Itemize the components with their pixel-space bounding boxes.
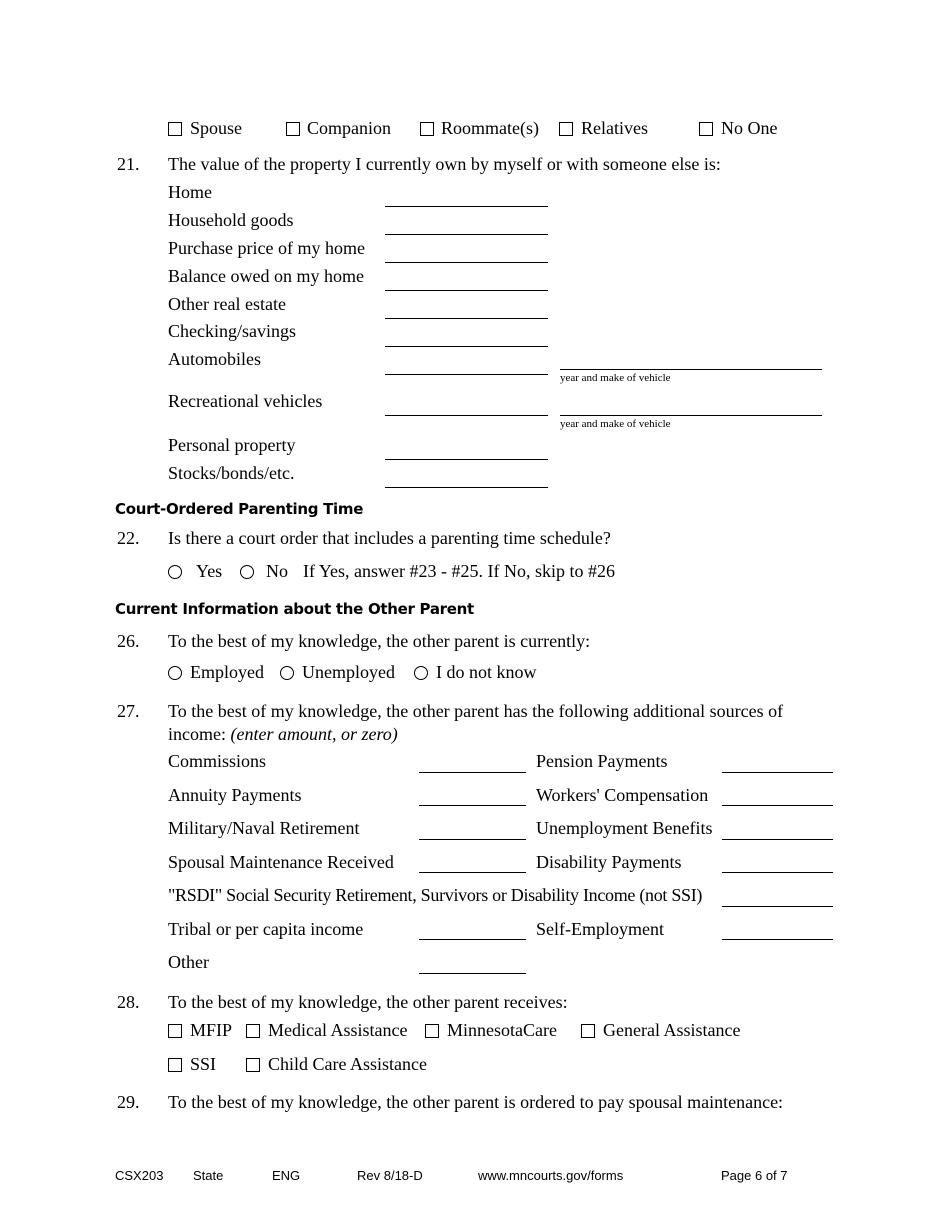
instruction-text: If Yes, answer #23 - #25. If No, skip to #26 [303, 561, 615, 581]
purchase-price-field[interactable] [385, 262, 548, 263]
property-item-label: Household goods [168, 210, 294, 230]
annuity-payments-field[interactable] [419, 805, 526, 806]
option-roommates-label: Roommate(s) [441, 118, 539, 138]
option-no-one-label: No One [721, 118, 778, 138]
income-item-label: Disability Payments [536, 852, 682, 872]
radio-yes-label: Yes [196, 561, 223, 581]
unemployment-benefits-field[interactable] [722, 839, 833, 840]
recreational-vehicles-field[interactable] [385, 415, 548, 416]
checkbox-companion[interactable] [286, 122, 300, 136]
automobile-description-field[interactable] [560, 369, 822, 370]
household-goods-field[interactable] [385, 234, 548, 235]
question-text: To the best of my knowledge, the other parent receives: [168, 992, 568, 1012]
checkbox-roommates[interactable] [420, 122, 434, 136]
income-item-label: Unemployment Benefits [536, 818, 713, 838]
footer-revision: Rev 8/18-D [357, 1168, 423, 1183]
property-item-label: Balance owed on my home [168, 266, 364, 286]
radio-no-label: No [266, 561, 288, 581]
disability-payments-field[interactable] [722, 872, 833, 873]
footer-language: ENG [272, 1168, 301, 1183]
footer-url[interactable]: www.mncourts.gov/forms [478, 1168, 624, 1183]
other-real-estate-field[interactable] [385, 318, 548, 319]
radio-unemployed[interactable] [280, 666, 294, 680]
property-item-label: Checking/savings [168, 321, 296, 341]
question-text: Is there a court order that includes a parenting time schedule? [168, 528, 611, 548]
property-item-label: Recreational vehicles [168, 391, 323, 411]
radio-employed-label: Employed [190, 662, 264, 682]
option-spouse-label: Spouse [190, 118, 243, 138]
property-item-label: Home [168, 182, 212, 202]
tribal-income-field[interactable] [419, 939, 526, 940]
property-item-label: Personal property [168, 435, 296, 455]
question-number: 26. [117, 631, 140, 651]
income-item-label: Annuity Payments [168, 785, 302, 805]
rsdi-label: "RSDI" Social Security Retirement, Survivors or Disability Income (not SSI) [168, 885, 703, 905]
radio-employed[interactable] [168, 666, 182, 680]
radio-yes[interactable] [168, 565, 182, 579]
checkbox-mfip[interactable] [168, 1024, 182, 1038]
question-text: To the best of my knowledge, the other parent is ordered to pay spousal maintenance: [168, 1092, 784, 1112]
workers-compensation-field[interactable] [722, 805, 833, 806]
radio-unemployed-label: Unemployed [302, 662, 395, 682]
military-retirement-field[interactable] [419, 839, 526, 840]
question-number: 27. [117, 701, 140, 721]
checkbox-minnesotacare[interactable] [425, 1024, 439, 1038]
question-number: 29. [117, 1092, 140, 1112]
property-item-label: Stocks/bonds/etc. [168, 463, 295, 483]
balance-owed-field[interactable] [385, 290, 548, 291]
question-text: To the best of my knowledge, the other parent is currently: [168, 631, 591, 651]
other-income-field[interactable] [419, 973, 526, 974]
self-employment-label: Self-Employment [536, 919, 664, 939]
automobiles-field[interactable] [385, 374, 548, 375]
checkbox-no-one[interactable] [699, 122, 713, 136]
spousal-maintenance-field[interactable] [419, 872, 526, 873]
checkbox-ssi[interactable] [168, 1058, 182, 1072]
section-heading: Current Information about the Other Parent [115, 600, 474, 618]
checkbox-medical-assistance-label: Medical Assistance [268, 1020, 408, 1040]
property-item-label: Automobiles [168, 349, 261, 369]
income-item-label: Commissions [168, 751, 267, 771]
checkbox-relatives[interactable] [559, 122, 573, 136]
question-text: The value of the property I currently own by myself or with someone else is: [168, 154, 721, 174]
checking-savings-field[interactable] [385, 346, 548, 347]
question-text-continued [168, 723, 398, 745]
income-item-label: Military/Naval Retirement [168, 818, 360, 838]
income-item-label: Workers' Compensation [536, 785, 709, 805]
footer-form-number: CSX203 [115, 1168, 164, 1183]
vehicle-caption: year and make of vehicle [560, 418, 671, 430]
question-number: 21. [117, 154, 140, 174]
radio-no[interactable] [240, 565, 254, 579]
checkbox-spouse[interactable] [168, 122, 182, 136]
commissions-field[interactable] [419, 772, 526, 773]
section-heading: Court-Ordered Parenting Time [115, 500, 364, 518]
recreational-vehicle-description-field[interactable] [560, 415, 822, 416]
rsdi-field[interactable] [722, 906, 833, 907]
checkbox-child-care-assistance[interactable] [246, 1058, 260, 1072]
question-number: 28. [117, 992, 140, 1012]
personal-property-field[interactable] [385, 459, 548, 460]
radio-do-not-know-label: I do not know [436, 662, 537, 682]
pension-payments-field[interactable] [722, 772, 833, 773]
checkbox-minnesotacare-label: MinnesotaCare [447, 1020, 557, 1040]
radio-do-not-know[interactable] [414, 666, 428, 680]
question-hint: (enter amount, or zero) [230, 724, 398, 744]
home-value-field[interactable] [385, 206, 548, 207]
self-employment-field[interactable] [722, 939, 833, 940]
vehicle-caption: year and make of vehicle [560, 372, 671, 384]
option-relatives-label: Relatives [581, 118, 648, 138]
checkbox-general-assistance-label: General Assistance [603, 1020, 741, 1040]
footer-page-number: Page 6 of 7 [721, 1168, 788, 1183]
other-income-label: Other [168, 952, 209, 972]
question-number: 22. [117, 528, 140, 548]
checkbox-ssi-label: SSI [190, 1054, 217, 1074]
tribal-income-label: Tribal or per capita income [168, 919, 364, 939]
stocks-bonds-field[interactable] [385, 487, 548, 488]
question-text: To the best of my knowledge, the other parent has the following additional sources of [168, 701, 784, 721]
checkbox-mfip-label: MFIP [190, 1020, 233, 1040]
property-item-label: Other real estate [168, 294, 286, 314]
checkbox-medical-assistance[interactable] [246, 1024, 260, 1038]
checkbox-child-care-assistance-label: Child Care Assistance [268, 1054, 427, 1074]
option-companion-label: Companion [307, 118, 391, 138]
property-item-label: Purchase price of my home [168, 238, 365, 258]
question-text-line2: income: [168, 724, 226, 744]
footer-jurisdiction: State [193, 1168, 224, 1183]
income-item-label: Pension Payments [536, 751, 668, 771]
income-item-label: Spousal Maintenance Received [168, 852, 394, 872]
checkbox-general-assistance[interactable] [581, 1024, 595, 1038]
